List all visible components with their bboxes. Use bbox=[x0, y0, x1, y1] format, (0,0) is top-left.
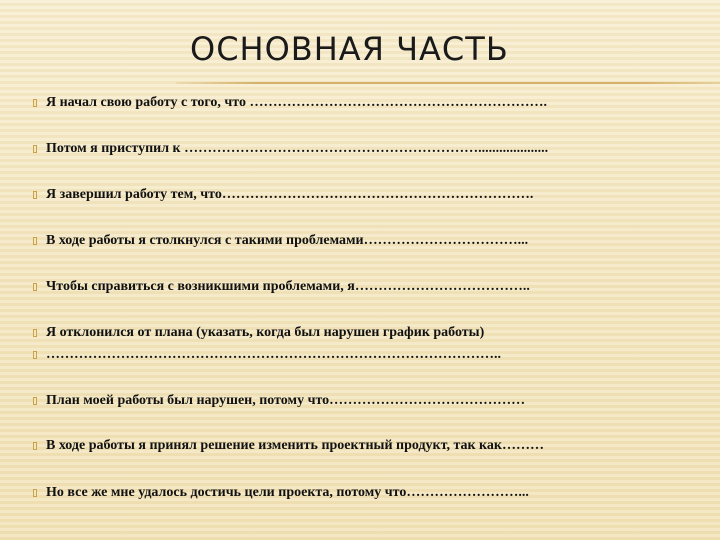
list-item bbox=[33, 323, 484, 343]
list-item bbox=[33, 185, 533, 205]
list-item-text: Я завершил работу тем, что…………………………………………………………. bbox=[46, 187, 534, 202]
list-item-text: Я отклонился от плана (указать, когда был нарушен график работы) bbox=[46, 325, 485, 340]
list-item-text: План моей работы был нарушен, потому что…………………………………… bbox=[46, 393, 526, 408]
list-item bbox=[33, 345, 501, 365]
bullet-icon bbox=[33, 145, 37, 153]
list-item-text: Потом я приступил к ……………………………………………………….................... bbox=[46, 141, 549, 156]
bullet-icon bbox=[33, 351, 37, 359]
bullet-icon bbox=[33, 397, 37, 405]
list-item-text: В ходе работы я столкнулся с такими проблемами……………………………... bbox=[46, 233, 529, 248]
slide-title: ОСНОВНАЯ ЧАСТЬ bbox=[190, 30, 509, 68]
bullet-icon bbox=[33, 237, 37, 245]
list-item bbox=[33, 483, 529, 503]
list-item bbox=[33, 93, 547, 113]
list-item bbox=[33, 139, 548, 159]
bullet-icon bbox=[33, 283, 37, 291]
list-item bbox=[33, 391, 525, 411]
bullet-icon bbox=[33, 329, 37, 337]
list-item-text: Чтобы справиться с возникшими проблемами, я……………………………….. bbox=[46, 279, 530, 294]
list-item bbox=[33, 277, 530, 297]
list-item bbox=[33, 436, 544, 456]
list-item-text: Я начал свою работу с того, что ………………………………………………………. bbox=[46, 95, 547, 110]
bullet-icon bbox=[33, 442, 37, 450]
list-item-text: …………………………………………………………………………………….. bbox=[46, 347, 501, 362]
list-item-text: Но все же мне удалось достичь цели проекта, потому что……………………... bbox=[46, 485, 529, 500]
bullet-icon bbox=[33, 99, 37, 107]
list-item-text: В ходе работы я принял решение изменить проектный продукт, так как……… bbox=[46, 438, 544, 453]
bullet-icon bbox=[33, 191, 37, 199]
list-item bbox=[33, 231, 528, 251]
title-divider bbox=[176, 82, 720, 84]
bullet-icon bbox=[33, 489, 37, 497]
